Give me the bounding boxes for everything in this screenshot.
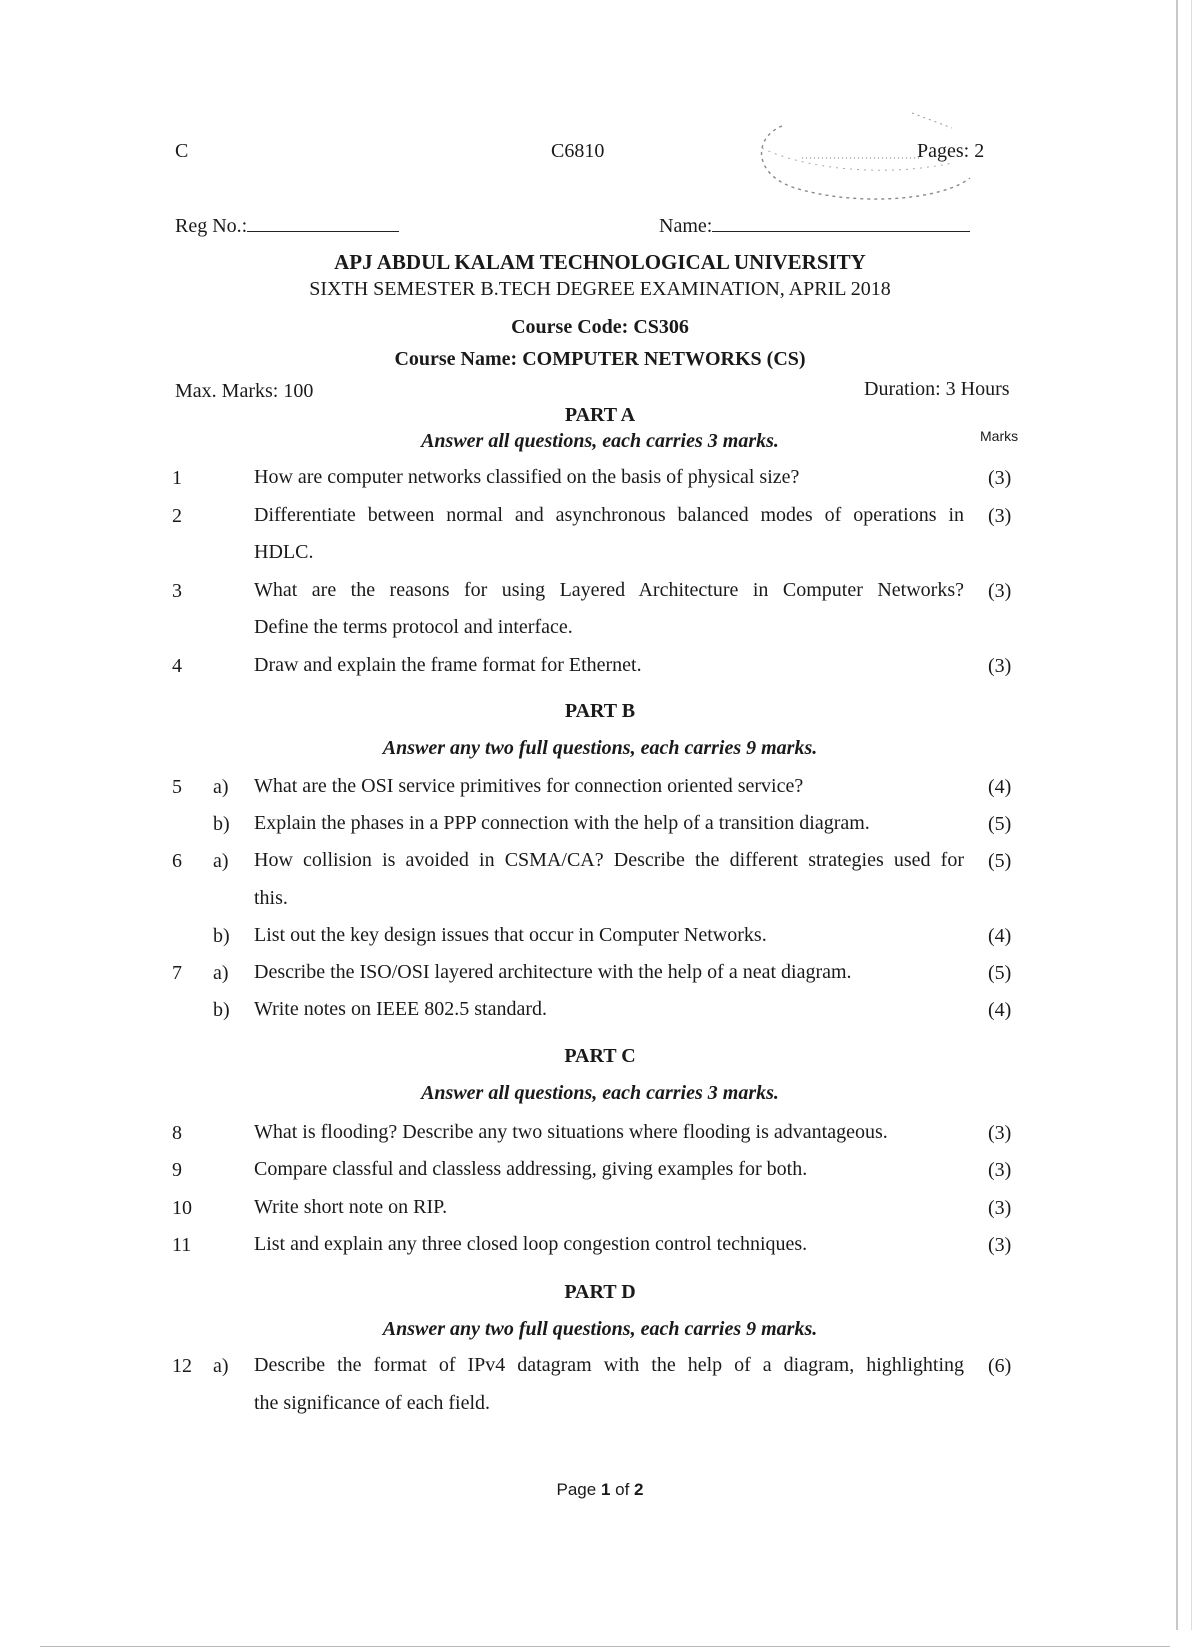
exam-title: SIXTH SEMESTER B.TECH DEGREE EXAMINATION, APRIL 2018 xyxy=(309,278,891,300)
page-label: Page xyxy=(556,1480,601,1499)
question-marks: (4) xyxy=(988,999,1012,1021)
question-text: What is flooding? Describe any two situations where flooding is advantageous. xyxy=(254,1121,888,1143)
page-of: of xyxy=(610,1480,635,1499)
question-number: 3 xyxy=(172,580,182,602)
question-number: 4 xyxy=(172,655,182,677)
part-d-instruction: Answer any two full questions, each carries 9 marks. xyxy=(382,1318,818,1340)
part-b-instruction: Answer any two full questions, each carries 9 marks. xyxy=(382,737,818,759)
part-b-title: PART B xyxy=(564,700,636,722)
question-marks: (3) xyxy=(988,1197,1012,1219)
question-sub: b) xyxy=(213,999,230,1021)
question-text: Write notes on IEEE 802.5 standard. xyxy=(254,998,548,1020)
question-sub: b) xyxy=(213,813,230,835)
scan-edge xyxy=(40,1646,1170,1647)
question-number: 10 xyxy=(172,1197,192,1219)
question-text: Differentiate between normal and asynchronous balanced modes of operations in xyxy=(254,504,964,526)
question-marks: (3) xyxy=(988,505,1012,527)
marks-column-header: Marks xyxy=(980,428,1019,444)
question-text: Explain the phases in a PPP connection with the help of a transition diagram. xyxy=(254,812,870,834)
page-total: 2 xyxy=(634,1480,644,1499)
question-sub: a) xyxy=(213,1355,229,1377)
scan-edge xyxy=(1191,0,1192,1630)
question-text: Compare classful and classless addressing, giving examples for both. xyxy=(254,1158,808,1180)
question-number: 5 xyxy=(172,776,182,798)
question-marks: (3) xyxy=(988,655,1012,677)
question-sub: a) xyxy=(213,776,229,798)
question-marks: (3) xyxy=(988,467,1012,489)
question-text: List out the key design issues that occur in Computer Networks. xyxy=(254,924,767,946)
name-line xyxy=(712,213,970,232)
scan-edge xyxy=(1176,0,1178,1630)
part-a-title: PART A xyxy=(564,404,636,426)
question-text: Draw and explain the frame format for Ethernet. xyxy=(254,654,642,676)
question-marks: (6) xyxy=(988,1355,1012,1377)
reg-no-field xyxy=(175,213,399,238)
part-c-title: PART C xyxy=(564,1045,636,1067)
question-text: How are computer networks classified on the basis of physical size? xyxy=(254,466,800,488)
question-text-continued: Define the terms protocol and interface. xyxy=(254,616,573,638)
question-text-continued: this. xyxy=(254,887,288,909)
pages-count: Pages: 2 xyxy=(917,140,985,162)
university-name: APJ ABDUL KALAM TECHNOLOGICAL UNIVERSITY xyxy=(334,250,866,274)
question-marks: (3) xyxy=(988,1234,1012,1256)
question-number: 8 xyxy=(172,1122,182,1144)
question-sub: a) xyxy=(213,962,229,984)
name-label: Name: xyxy=(659,215,713,237)
question-sub: a) xyxy=(213,850,229,872)
reg-no-line xyxy=(247,213,399,232)
page-footer xyxy=(0,1480,1200,1500)
question-marks: (5) xyxy=(988,962,1012,984)
course-code: Course Code: CS306 xyxy=(511,316,689,338)
question-number: 1 xyxy=(172,467,182,489)
question-marks: (4) xyxy=(988,925,1012,947)
name-field xyxy=(659,213,970,238)
question-marks: (3) xyxy=(988,580,1012,602)
question-number: 12 xyxy=(172,1355,192,1377)
question-text-continued: the significance of each field. xyxy=(254,1392,490,1414)
question-number: 6 xyxy=(172,850,182,872)
question-text: Write short note on RIP. xyxy=(254,1196,448,1218)
question-number: 9 xyxy=(172,1159,182,1181)
question-text: What are the OSI service primitives for connection oriented service? xyxy=(254,775,804,797)
question-marks: (4) xyxy=(988,776,1012,798)
question-marks: (3) xyxy=(988,1122,1012,1144)
reg-no-label: Reg No.: xyxy=(175,215,248,237)
question-text: Describe the format of IPv4 datagram with the help of a diagram, highlighting xyxy=(254,1354,964,1376)
question-number: 11 xyxy=(172,1234,192,1256)
question-marks: (5) xyxy=(988,813,1012,835)
question-marks: (5) xyxy=(988,850,1012,872)
max-marks: Max. Marks: 100 xyxy=(175,380,314,402)
question-text: List and explain any three closed loop congestion control techniques. xyxy=(254,1233,808,1255)
series-letter: C xyxy=(175,140,189,162)
question-text: What are the reasons for using Layered Architecture in Computer Networks? xyxy=(254,579,964,601)
page-current: 1 xyxy=(600,1480,611,1499)
course-name: Course Name: COMPUTER NETWORKS (CS) xyxy=(394,348,806,370)
question-text-continued: HDLC. xyxy=(254,541,314,563)
part-d-title: PART D xyxy=(564,1281,636,1303)
question-number: 7 xyxy=(172,962,182,984)
paper-code: C6810 xyxy=(551,140,605,162)
question-text: Describe the ISO/OSI layered architecture with the help of a neat diagram. xyxy=(254,961,852,983)
part-c-instruction: Answer all questions, each carries 3 marks. xyxy=(421,1082,779,1104)
question-text: How collision is avoided in CSMA/CA? Describe the different strategies used for xyxy=(254,849,964,871)
question-number: 2 xyxy=(172,505,182,527)
question-marks: (3) xyxy=(988,1159,1012,1181)
duration: Duration: 3 Hours xyxy=(864,378,1010,400)
question-sub: b) xyxy=(213,925,230,947)
part-a-instruction: Answer all questions, each carries 3 marks. xyxy=(421,430,779,452)
